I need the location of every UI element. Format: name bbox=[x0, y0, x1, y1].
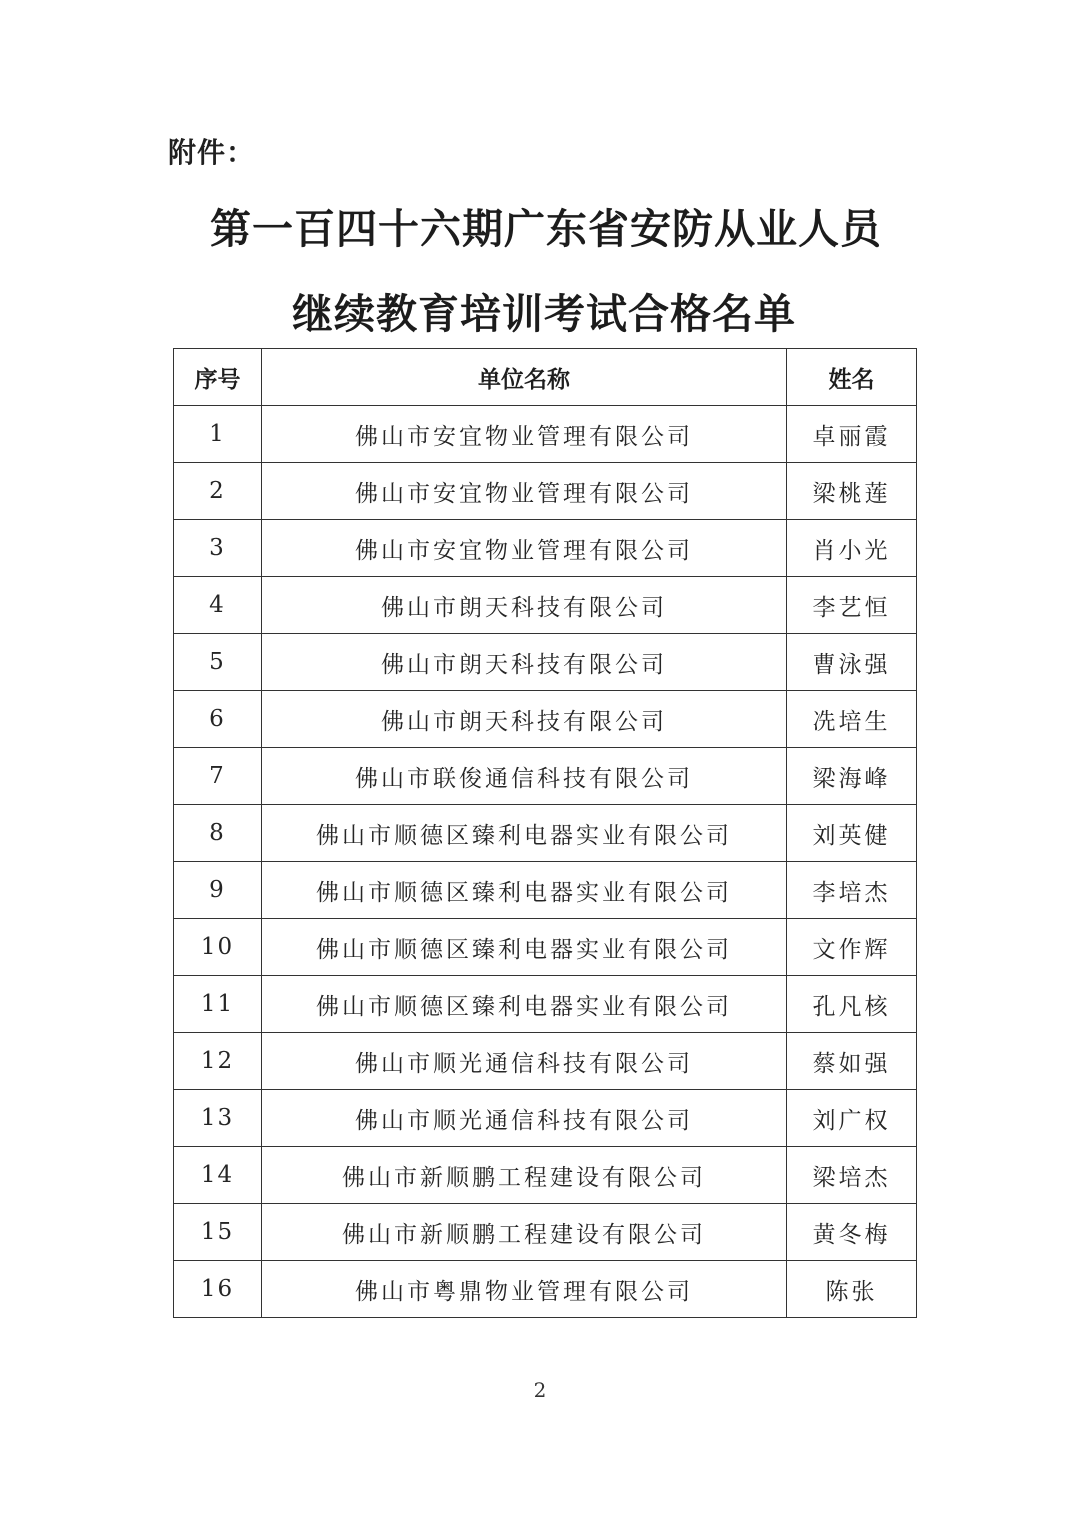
row-seq-cell: 14 bbox=[174, 1147, 262, 1204]
table-row bbox=[174, 1204, 917, 1261]
row-name-cell: 孔凡核 bbox=[787, 976, 917, 1033]
document-title-line-2: 继续教育培训考试合格名单 bbox=[292, 290, 796, 338]
table-row bbox=[174, 748, 917, 805]
table-row bbox=[174, 1147, 917, 1204]
row-seq-cell: 6 bbox=[174, 691, 262, 748]
row-unit-cell: 佛山市朗天科技有限公司 bbox=[262, 691, 787, 748]
row-name-cell: 梁海峰 bbox=[787, 748, 917, 805]
row-seq-cell: 9 bbox=[174, 862, 262, 919]
table-header-row bbox=[174, 349, 917, 406]
row-name-cell: 梁桃莲 bbox=[787, 463, 917, 520]
row-seq-cell: 8 bbox=[174, 805, 262, 862]
attachment-label: 附件： bbox=[168, 136, 256, 169]
table-row bbox=[174, 1033, 917, 1090]
row-unit-cell: 佛山市顺德区臻利电器实业有限公司 bbox=[262, 919, 787, 976]
table-row bbox=[174, 634, 917, 691]
row-unit-cell: 佛山市安宜物业管理有限公司 bbox=[262, 463, 787, 520]
table-row bbox=[174, 862, 917, 919]
row-name-cell: 卓丽霞 bbox=[787, 406, 917, 463]
row-name-cell: 冼培生 bbox=[787, 691, 917, 748]
row-unit-cell: 佛山市粤鼎物业管理有限公司 bbox=[262, 1261, 787, 1318]
table-row bbox=[174, 1090, 917, 1147]
row-name-cell: 文作辉 bbox=[787, 919, 917, 976]
row-seq-cell: 10 bbox=[174, 919, 262, 976]
row-seq-cell: 3 bbox=[174, 520, 262, 577]
header-seq: 序号 bbox=[174, 349, 262, 406]
row-seq-cell: 13 bbox=[174, 1090, 262, 1147]
row-unit-cell: 佛山市安宜物业管理有限公司 bbox=[262, 406, 787, 463]
row-seq-cell: 7 bbox=[174, 748, 262, 805]
row-unit-cell: 佛山市顺德区臻利电器实业有限公司 bbox=[262, 862, 787, 919]
table-header bbox=[174, 349, 917, 406]
row-seq-cell: 16 bbox=[174, 1261, 262, 1318]
row-name-cell: 陈张 bbox=[787, 1261, 917, 1318]
row-seq-cell: 5 bbox=[174, 634, 262, 691]
row-unit-cell: 佛山市顺光通信科技有限公司 bbox=[262, 1033, 787, 1090]
row-unit-cell: 佛山市顺光通信科技有限公司 bbox=[262, 1090, 787, 1147]
row-unit-cell: 佛山市朗天科技有限公司 bbox=[262, 577, 787, 634]
row-seq-cell: 12 bbox=[174, 1033, 262, 1090]
table-row bbox=[174, 976, 917, 1033]
row-unit-cell: 佛山市安宜物业管理有限公司 bbox=[262, 520, 787, 577]
row-name-cell: 李艺恒 bbox=[787, 577, 917, 634]
row-unit-cell: 佛山市新顺鹏工程建设有限公司 bbox=[262, 1204, 787, 1261]
row-unit-cell: 佛山市顺德区臻利电器实业有限公司 bbox=[262, 805, 787, 862]
row-name-cell: 刘英健 bbox=[787, 805, 917, 862]
row-unit-cell: 佛山市新顺鹏工程建设有限公司 bbox=[262, 1147, 787, 1204]
row-seq-cell: 15 bbox=[174, 1204, 262, 1261]
row-name-cell: 肖小光 bbox=[787, 520, 917, 577]
table-row bbox=[174, 406, 917, 463]
table-row bbox=[174, 805, 917, 862]
row-unit-cell: 佛山市联俊通信科技有限公司 bbox=[262, 748, 787, 805]
table-row bbox=[174, 919, 917, 976]
row-name-cell: 曹泳强 bbox=[787, 634, 917, 691]
table-row bbox=[174, 1261, 917, 1318]
table-body bbox=[174, 406, 917, 1318]
row-name-cell: 梁培杰 bbox=[787, 1147, 917, 1204]
table-row bbox=[174, 463, 917, 520]
page-number: 2 bbox=[533, 1378, 547, 1402]
header-unit: 单位名称 bbox=[262, 349, 787, 406]
row-name-cell: 蔡如强 bbox=[787, 1033, 917, 1090]
row-unit-cell: 佛山市顺德区臻利电器实业有限公司 bbox=[262, 976, 787, 1033]
table-row bbox=[174, 520, 917, 577]
row-seq-cell: 2 bbox=[174, 463, 262, 520]
row-seq-cell: 11 bbox=[174, 976, 262, 1033]
row-unit-cell: 佛山市朗天科技有限公司 bbox=[262, 634, 787, 691]
row-seq-cell: 4 bbox=[174, 577, 262, 634]
table-row bbox=[174, 691, 917, 748]
row-name-cell: 李培杰 bbox=[787, 862, 917, 919]
row-name-cell: 刘广权 bbox=[787, 1090, 917, 1147]
qualified-roster-table bbox=[173, 348, 917, 1318]
table-row bbox=[174, 577, 917, 634]
row-seq-cell: 1 bbox=[174, 406, 262, 463]
header-name: 姓名 bbox=[787, 349, 917, 406]
document-title-line-1: 第一百四十六期广东省安防从业人员 bbox=[210, 205, 882, 253]
row-name-cell: 黄冬梅 bbox=[787, 1204, 917, 1261]
